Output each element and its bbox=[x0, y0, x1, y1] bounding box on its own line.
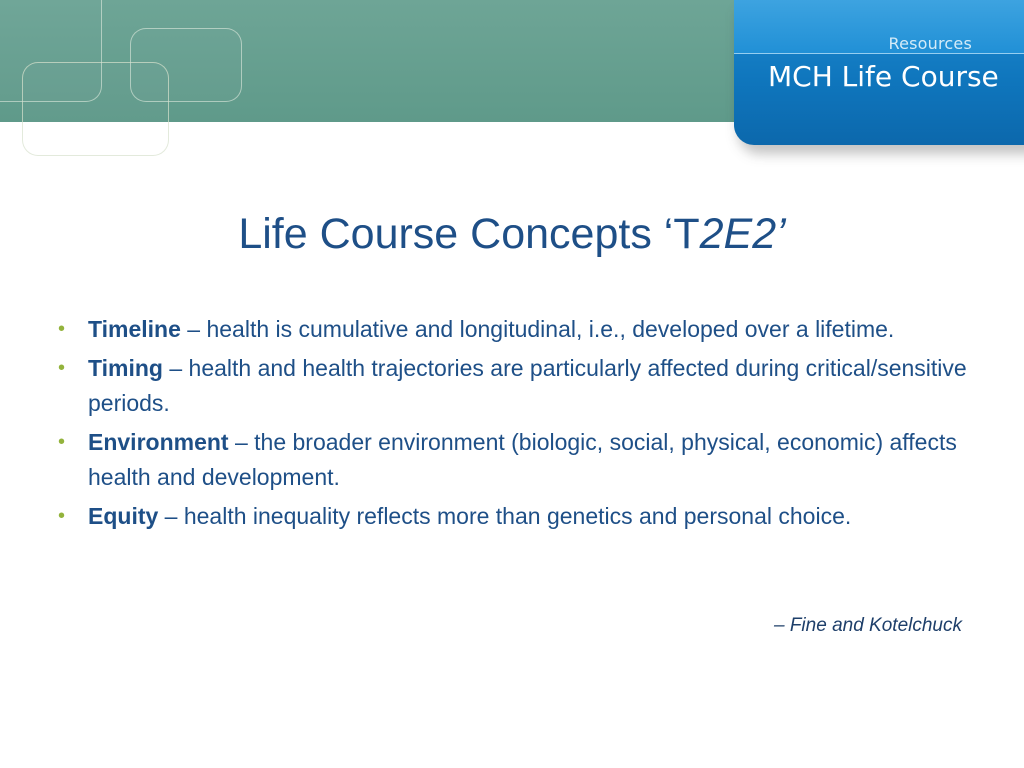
resources-label: Resources bbox=[888, 34, 972, 53]
list-item bbox=[58, 499, 998, 534]
bullet-dot-icon: • bbox=[58, 318, 66, 340]
bullet-text: – health and health trajectories are particularly affected during critical/sensitive periods. bbox=[88, 355, 967, 416]
bullet-dot-icon: • bbox=[58, 357, 66, 379]
bullet-dot-icon: • bbox=[58, 505, 66, 527]
slide-title-italic: 2E2’ bbox=[699, 210, 786, 258]
list-item bbox=[58, 425, 998, 495]
list-item bbox=[58, 351, 998, 421]
bullet-term: Timing bbox=[88, 355, 163, 381]
brand-tab-top bbox=[734, 0, 1024, 54]
bullet-text: – the broader environment (biologic, social, physical, economic) affects health and development. bbox=[88, 429, 957, 490]
attribution: – Fine and Kotelchuck bbox=[773, 615, 962, 636]
bullet-text: – health is cumulative and longitudinal, i.e., developed over a lifetime. bbox=[180, 316, 895, 342]
bullet-text: – health inequality reflects more than genetics and personal choice. bbox=[158, 503, 852, 529]
bullet-term: Timeline bbox=[88, 316, 181, 342]
brand-title: MCH Life Course bbox=[768, 60, 999, 93]
decorative-shape bbox=[22, 62, 169, 156]
bullet-term: Environment bbox=[88, 429, 229, 455]
bullet-list bbox=[58, 312, 998, 538]
bullet-term: Equity bbox=[88, 503, 159, 529]
slide-title-text: Life Course Concepts ‘T bbox=[238, 210, 700, 258]
bullet-dot-icon: • bbox=[58, 431, 66, 453]
slide-title bbox=[0, 210, 1024, 259]
list-item bbox=[58, 312, 998, 347]
brand-tab bbox=[734, 0, 1024, 145]
